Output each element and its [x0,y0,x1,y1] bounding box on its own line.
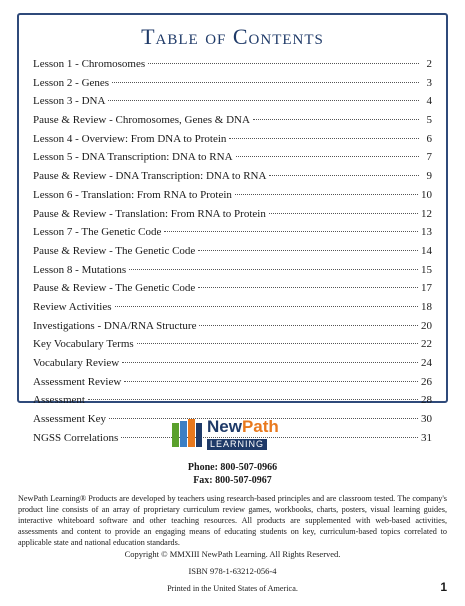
toc-entry [33,354,432,373]
dot-leader [88,399,418,400]
toc-entry [33,391,432,410]
toc-entry-label: Lesson 5 - DNA Transcription: DNA to RNA [33,151,233,164]
dot-leader [124,381,418,382]
dot-leader [198,287,418,288]
toc-entry-label: Lesson 6 - Translation: From RNA to Protein [33,188,232,201]
toc-entry-page: 26 [421,375,432,388]
toc-entry-page: 24 [421,357,432,369]
toc-entry-label: Vocabulary Review [33,357,120,369]
toc-entry-page: 28 [421,394,432,407]
book-logo-icon [170,417,204,451]
toc-entry [33,317,432,336]
toc-entry-label: Assessment Key [33,413,107,426]
phone-number: Phone: 800-507-0966 [187,462,278,473]
toc-entry-label: Investigations - DNA/RNA Structure [33,319,197,332]
newpath-learning-logo [170,417,302,451]
toc-entry [33,261,432,280]
dot-leader [253,119,419,120]
dot-leader [199,325,418,326]
toc-entry-page: 3 [426,76,432,89]
toc-entry-page: 14 [421,244,432,257]
toc-entry-label: Lesson 8 - Mutations [33,263,127,276]
toc-entry-page: 12 [421,207,432,220]
toc-entry-label: Pause & Review - Translation: From RNA to Protein [33,207,266,220]
dot-leader [148,63,419,64]
toc-entry-label: Pause & Review - DNA Transcription: DNA to RNA [33,170,267,183]
toc-entry-page: 4 [426,95,432,108]
toc-entry-label: Pause & Review - Chromosomes, Genes & DNA [33,114,250,127]
printed-notice: Printed in the United States of America. [167,584,298,593]
toc-entry-page: 22 [421,338,432,351]
isbn: ISBN 978-1-63212-056-4 [188,566,277,576]
toc-entry-page: 13 [421,226,432,239]
toc-entry-label: Lesson 3 - DNA [33,95,106,108]
dot-leader [229,138,419,139]
toc-entry-label: NGSS Correlations [33,431,119,444]
toc-entry [33,167,432,186]
toc-entry-page: 17 [421,282,432,295]
toc-entry [33,111,432,130]
toc-entry [33,148,432,167]
toc-entry-label: Lesson 7 - The Genetic Code [33,226,162,239]
toc-entry-page: 5 [426,114,432,127]
toc-entry-label: Pause & Review - The Genetic Code [33,282,196,295]
toc-entry [33,335,432,354]
dot-leader [235,194,418,195]
dot-leader [236,156,419,157]
toc-entry-page: 30 [421,413,432,426]
toc-entry-page: 7 [426,151,432,164]
toc-entry-page: 18 [421,300,432,313]
dot-leader [198,250,418,251]
toc-entry-page: 31 [421,431,432,444]
page-number: 1 [440,580,447,594]
dot-leader [129,269,418,270]
toc-entry [33,279,432,298]
toc-entry-page: 10 [421,188,432,201]
dot-leader [122,362,418,363]
dot-leader [112,82,419,83]
dot-leader [269,213,418,214]
toc-entry-page: 2 [426,58,432,70]
logo-subtitle: LEARNING [207,439,267,450]
toc-entry-page: 20 [421,319,432,332]
toc-entry-label: Assessment [33,394,85,407]
toc-entry [33,130,432,149]
toc-entry [33,242,432,261]
toc-entry [33,55,432,74]
toc-entry-label: Lesson 1 - Chromosomes [33,58,146,70]
dot-leader [115,306,418,307]
toc-entry [33,223,432,242]
dot-leader [108,100,419,101]
dot-leader [269,175,419,176]
toc-entry [33,74,432,93]
dot-leader [137,343,418,344]
toc-entry [33,298,432,317]
toc-entry-label: Key Vocabulary Terms [33,338,134,351]
toc-entry-label: Review Activities [33,300,112,313]
toc-entry-label: Lesson 2 - Genes [33,76,110,89]
copyright-notice: Copyright © MMXIII NewPath Learning. All Rights Reserved. [124,549,341,559]
toc-entry-page: 15 [421,263,432,276]
toc-entry-page: 9 [426,170,432,183]
toc-entry [33,205,432,224]
logo-wordmark: NewPath [207,416,279,436]
company-description: NewPath Learning® Products are developed by teachers using research-based principles and are classroom tested. The company's product line consists of an array of proprietary curriculum review games, workbooks, charts, posters, visual learning guides, interactive whiteboard software and other teaching resources. All products are supplemented with web-based activities, assessments and content to provide an engaging means of educating students on key, curriculum-based topics correlated to applicable state and national education standards. [18,494,447,547]
toc-entry-label: Pause & Review - The Genetic Code [33,244,196,257]
fax-number: Fax: 800-507-0967 [193,475,272,486]
toc-entry-label: Assessment Review [33,375,122,388]
toc-entry [33,373,432,392]
toc-list [33,55,432,447]
toc-entry [33,186,432,205]
toc-entry-label: Lesson 4 - Overview: From DNA to Protein [33,132,227,145]
dot-leader [164,231,418,232]
toc-entry [33,92,432,111]
toc-title: Table of Contents [141,24,324,49]
toc-entry-page: 6 [426,132,432,145]
